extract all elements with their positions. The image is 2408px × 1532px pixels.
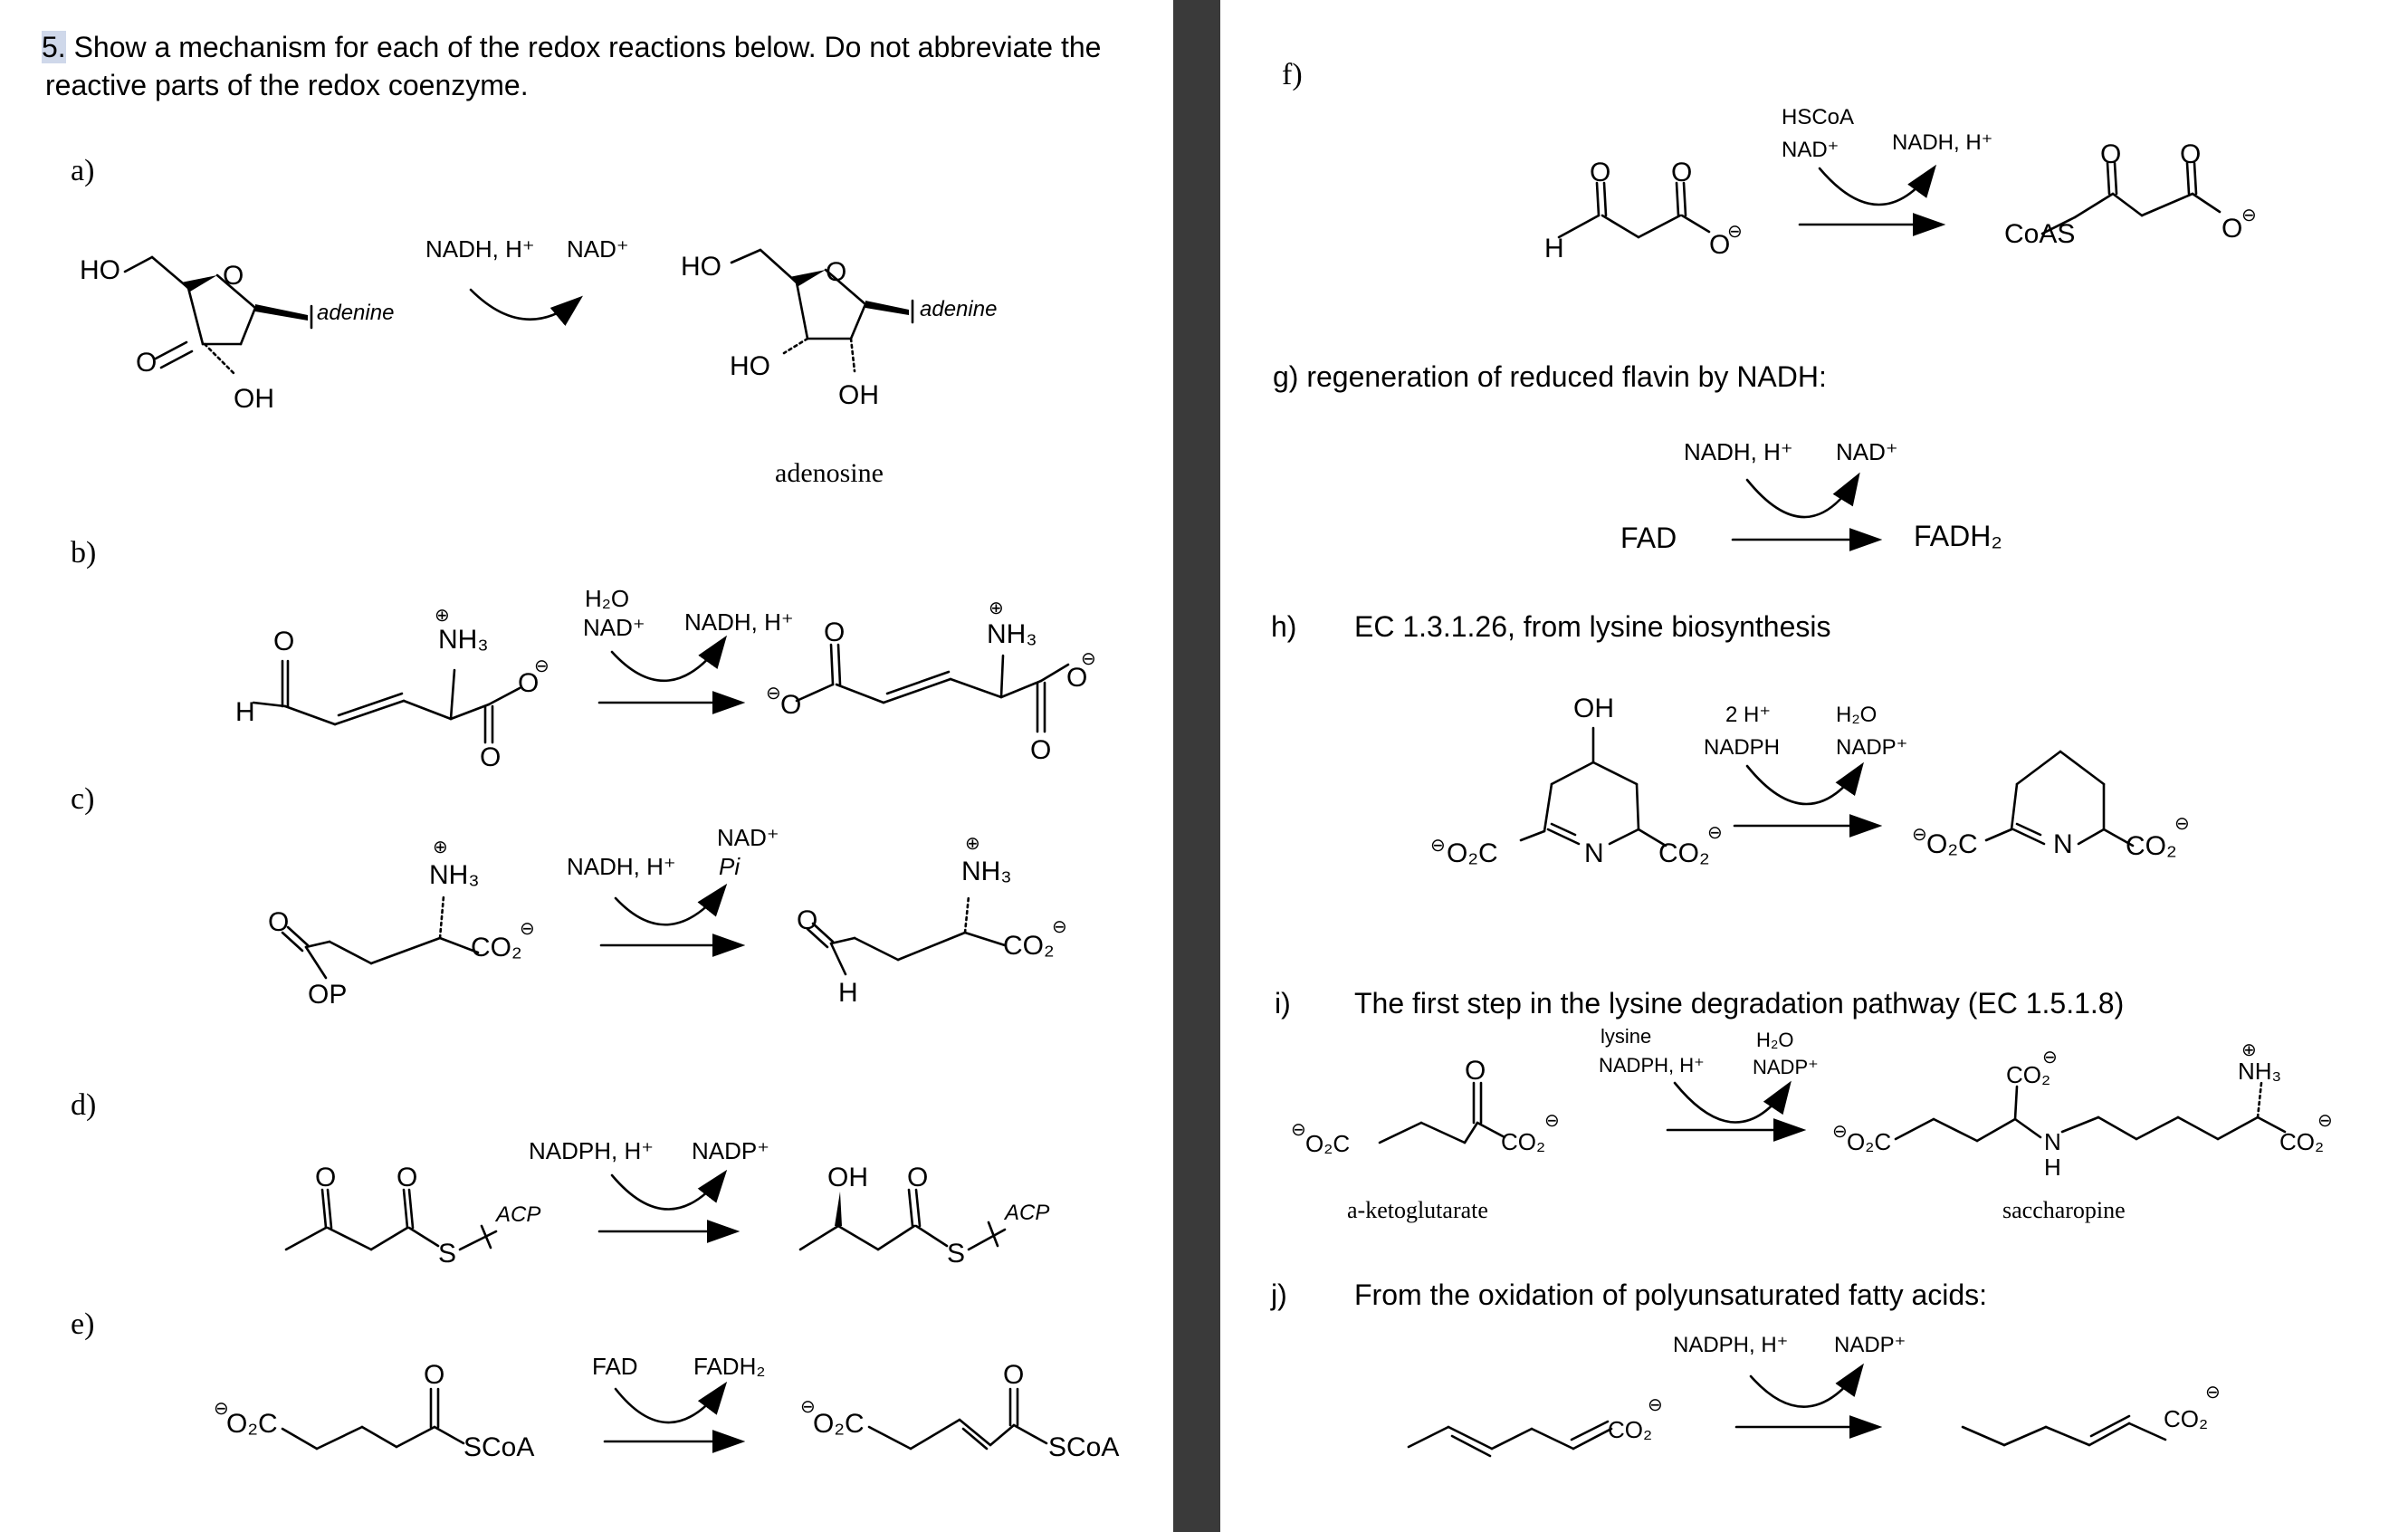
j-reaction-arrow [1736,1367,1878,1427]
j-title: From the oxidation of polyunsaturated fatty acids: [1354,1278,1988,1311]
part-g-label: g) regeneration of reduced flavin by NADH: [1273,360,1827,393]
f-substrate-structure [1559,183,1709,237]
e-prod-o2c: O₂C [813,1409,865,1439]
i-sub-name: a-ketoglutarate [1347,1197,1488,1223]
f-sub-h: H [1544,234,1564,263]
i-reagent-left1: lysine [1601,1025,1652,1048]
question-line-2: reactive parts of the redox coenzyme. [45,69,529,101]
b-prod-o1: O [780,690,802,720]
page-gutter [1173,0,1220,1532]
e-reagent-right: FADH₂ [693,1353,766,1380]
d-reaction-arrow [599,1173,735,1231]
question-number: 5. [42,31,66,63]
i-sub-o2c: O₂C [1305,1130,1351,1157]
j-reagent-left: NADPH, H⁺ [1673,1333,1789,1357]
h-prod-n: N [2053,829,2073,859]
c-sub-op: OP [308,980,348,1010]
b-substrate-structure [253,661,520,742]
a-reagent-right: NAD⁺ [567,235,629,263]
a-prod-ho: HO [681,252,721,282]
part-c-label: c) [71,782,95,816]
g-substrate: FAD [1620,522,1677,554]
i-sub-o: O [1465,1056,1486,1086]
c-reagent-left: NADH, H⁺ [567,853,676,880]
c-sub-nh3: NH₃ [429,860,480,890]
f-prod-o2: O [2180,139,2202,169]
part-f-label: f) [1282,58,1303,91]
j-substrate-structure [1409,1422,1611,1456]
c-prod-co2: CO₂ [1003,931,1055,961]
a-sub-ketone-o: O [136,348,158,378]
i-sub-minus2: ⊖ [1544,1111,1560,1131]
c-prod-minus: ⊖ [1052,917,1067,937]
f-prod-coas: CoAS [2004,219,2076,249]
g-reagent-left: NADH, H⁺ [1684,438,1793,465]
d-reagent-right: NADP⁺ [692,1137,769,1164]
f-sub-minus: ⊖ [1727,222,1743,242]
b-prod-nh3: NH₃ [987,619,1037,649]
i-reagent-right2: NADP⁺ [1753,1056,1819,1078]
c-sub-plus: ⊕ [433,838,448,857]
h-reagent-left2: NADPH [1704,735,1781,760]
e-product-structure [869,1389,1046,1449]
a-sub-ho: HO [80,255,120,285]
question-text-1: Show a mechanism for each of the redox reactions below. Do not abbreviate the [65,31,1102,63]
d-sub-acp: ACP [496,1202,541,1227]
i-prod-minus3: ⊖ [2317,1111,2333,1131]
e-reagent-left: FAD [592,1353,638,1380]
d-product-structure [800,1190,1005,1250]
h-sub-minus: ⊖ [1430,836,1446,856]
h-reagent-right1: H₂O [1836,703,1878,727]
a-prod-name: adenosine [775,458,884,488]
j-sub-co2: CO₂ [1608,1416,1653,1443]
a-prod-ring-o: O [826,257,847,287]
j-reagent-right: NADP⁺ [1834,1333,1906,1357]
c-sub-minus: ⊖ [520,919,535,939]
b-sub-o3: O [480,742,502,772]
b-reagent-top1: H₂O [585,585,630,612]
i-title: The first step in the lysine degradation pathway (EC 1.5.1.8) [1354,987,2125,1020]
f-sub-o3: O [1709,230,1731,260]
i-reagent-left2: NADPH, H⁺ [1599,1054,1705,1077]
part-j-label: j) [1271,1278,1287,1311]
right-page [1220,0,2408,1532]
d-prod-oh: OH [827,1163,868,1192]
j-prod-minus: ⊖ [2205,1383,2221,1403]
d-sub-o2: O [397,1163,418,1192]
h-sub-minus2: ⊖ [1707,823,1723,843]
a-prod-base: adenine [920,297,998,321]
f-reagent-left: NAD⁺ [1782,138,1839,162]
d-sub-o1: O [315,1163,337,1192]
h-prod-o2c: O₂C [1926,829,1978,859]
h-sub-n: N [1584,838,1604,868]
b-sub-o: O [273,627,295,656]
b-reaction-arrow [599,639,741,703]
c-sub-co2: CO₂ [471,933,522,962]
b-reagent-right: NADH, H⁺ [684,608,794,636]
j-prod-co2: CO₂ [2164,1405,2209,1432]
b-prod-o2: O [824,618,846,647]
f-reagent-right: NADH, H⁺ [1892,130,1993,155]
a-reagent-left: NADH, H⁺ [425,235,535,263]
h-reagent-left1: 2 H⁺ [1725,703,1772,727]
h-prod-minus: ⊖ [1912,825,1927,845]
b-prod-plus: ⊕ [989,598,1004,618]
h-substrate-structure [1521,728,1666,846]
c-prod-nh3: NH₃ [961,857,1012,886]
h-reaction-arrow [1734,766,1878,826]
i-sub-minus: ⊖ [1291,1120,1306,1140]
g-product: FADH₂ [1914,520,2002,552]
h-title: EC 1.3.1.26, from lysine biosynthesis [1354,610,1831,643]
h-sub-oh: OH [1573,694,1614,723]
i-prod-co2: CO₂ [2279,1128,2325,1155]
left-page [0,0,1173,1532]
i-substrate-structure [1380,1083,1505,1143]
e-reaction-arrow [605,1385,741,1441]
c-sub-o: O [268,907,290,937]
j-product-structure [1963,1416,2165,1445]
i-sub-co2: CO₂ [1501,1128,1546,1155]
i-product-structure [1896,1083,2285,1141]
a-sub-oh: OH [234,384,274,414]
b-sub-nh3: NH₃ [438,625,489,655]
i-prod-minus: ⊖ [1832,1122,1848,1142]
part-i-label: i) [1275,987,1291,1020]
i-prod-minus2: ⊖ [2042,1048,2058,1068]
a-sub-base: adenine [317,301,395,325]
h-prod-minus2: ⊖ [2174,814,2190,834]
h-prod-co2: CO₂ [2126,831,2177,861]
j-sub-minus: ⊖ [1648,1395,1663,1415]
g-reaction-arrow [1733,476,1878,540]
f-prod-minus: ⊖ [2241,206,2257,225]
d-prod-acp: ACP [1005,1201,1050,1225]
i-prod-h: H [2044,1154,2061,1181]
b-product-structure [797,645,1068,732]
d-reagent-left: NADPH, H⁺ [529,1137,654,1164]
e-prod-o: O [1003,1360,1025,1390]
left-structures [0,0,1173,1532]
a-sub-ring-o: O [223,261,244,291]
e-prod-minus: ⊖ [800,1397,816,1417]
c-reagent-right2: Pi [719,853,741,880]
c-prod-o: O [797,905,818,935]
e-sub-minus: ⊖ [214,1399,229,1419]
c-reagent-right1: NAD⁺ [717,824,779,851]
i-prod-nh3: NH₃ [2238,1058,2282,1085]
f-sub-o2: O [1671,158,1693,187]
e-sub-scoa: SCoA [463,1432,535,1462]
b-prod-o4: O [1030,735,1052,765]
h-reagent-right2: NADP⁺ [1836,735,1908,760]
part-d-label: d) [71,1088,97,1122]
g-reagent-right: NAD⁺ [1836,438,1898,465]
a-prod-oh: OH [838,380,879,410]
d-substrate-structure [286,1190,496,1250]
i-reagent-right1: H₂O [1756,1029,1794,1051]
i-reaction-arrow [1667,1083,1801,1130]
h-sub-co2: CO₂ [1658,838,1710,868]
part-h-label: h) [1271,610,1297,643]
c-reaction-arrow [601,887,741,945]
c-prod-plus: ⊕ [965,834,980,854]
i-prod-n: N [2044,1128,2061,1155]
f-sub-o1: O [1590,158,1611,187]
f-prod-o3: O [2222,214,2243,244]
i-prod-plus: ⊕ [2241,1040,2257,1060]
f-reaction-arrow [1800,168,1941,225]
a-prod-ho2: HO [730,351,770,381]
d-prod-o: O [907,1163,929,1192]
i-prod-name: saccharopine [2002,1197,2126,1223]
a-reaction-arrow [471,290,579,320]
part-b-label: b) [71,536,97,570]
b-sub-h: H [235,697,255,727]
b-reagent-top2: NAD⁺ [583,614,645,641]
b-sub-minus: ⊖ [534,656,549,676]
d-prod-s: S [947,1239,966,1269]
b-prod-minus-left: ⊖ [766,684,781,704]
f-prod-o1: O [2100,139,2122,169]
e-substrate-structure [282,1389,463,1449]
i-prod-co2-top: CO₂ [2006,1061,2051,1088]
h-sub-o2c: O₂C [1447,838,1498,868]
b-prod-minus: ⊖ [1081,649,1096,669]
d-sub-s: S [438,1239,457,1269]
f-reagent-top: HSCoA [1782,105,1855,129]
e-sub-o2c: O₂C [226,1409,278,1439]
b-sub-plus: ⊕ [435,606,450,626]
c-substrate-structure [282,896,478,978]
c-prod-h: H [838,978,858,1008]
b-prod-o3: O [1066,663,1088,693]
i-prod-o2c: O₂C [1847,1128,1892,1155]
b-sub-o2: O [518,668,540,698]
e-prod-scoa: SCoA [1048,1432,1120,1462]
part-a-label: a) [71,154,95,187]
e-sub-o: O [424,1360,445,1390]
c-product-structure [807,896,1005,974]
part-e-label: e) [71,1307,95,1341]
